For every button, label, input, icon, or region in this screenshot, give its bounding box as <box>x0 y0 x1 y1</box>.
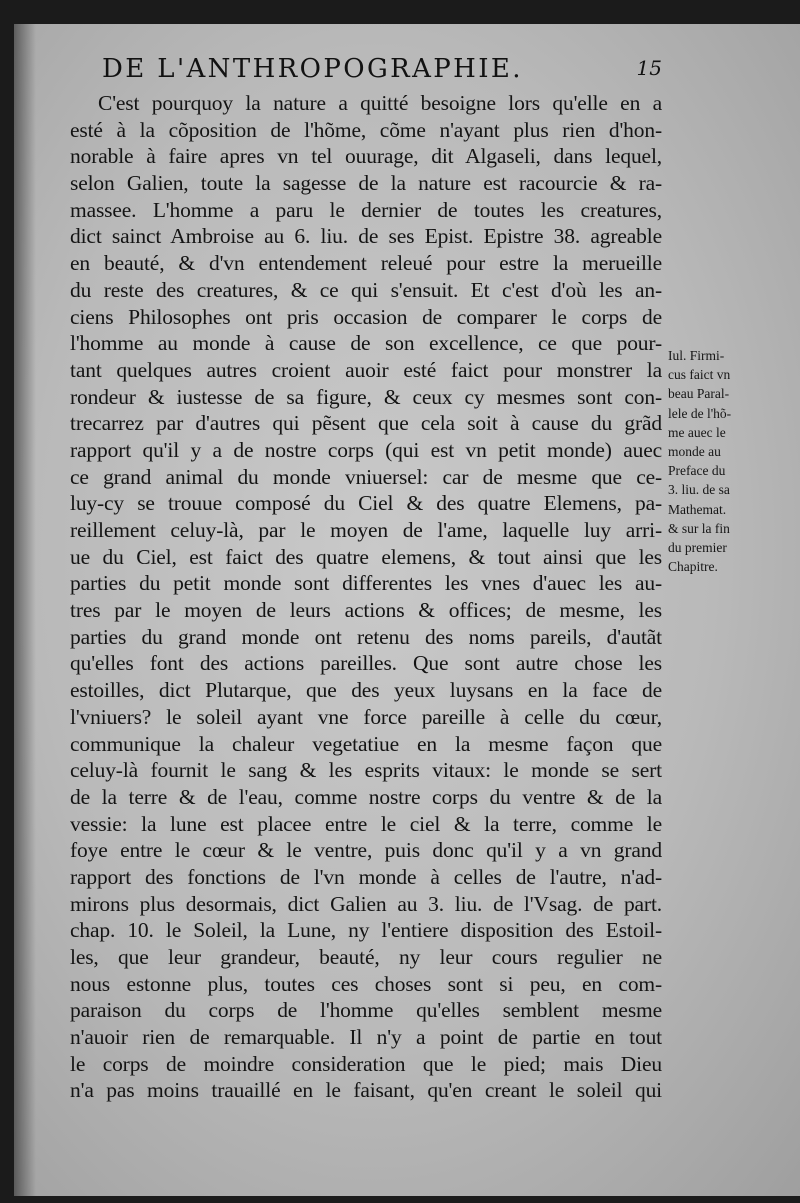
margin-note-line: Iul. Firmi- <box>668 348 725 363</box>
text-line: les, que leur grandeur, beauté, ny leur cours regulier ne <box>70 945 662 969</box>
text-line: massee. L'homme a paru le dernier de toutes les creatures, <box>70 197 662 222</box>
margin-note-line: monde au <box>668 443 721 459</box>
margin-note-line: beau Paral- <box>668 386 730 402</box>
text-line: ciens Philosophes ont pris occasion de comparer le corps de <box>70 304 662 329</box>
margin-note <box>668 346 794 576</box>
text-line: l'homme au monde à cause de son excellence, ce que pour- <box>70 331 662 356</box>
running-head: DE L'ANTHROPOGRAPHIE. <box>102 54 523 84</box>
text-line: rapport des fonctions de l'vn monde à celles de l'autre, n'ad- <box>70 864 662 889</box>
text-line: rapport qu'il y a de nostre corps (qui est vn petit monde) auec <box>70 437 662 462</box>
page-number: 15 <box>636 56 662 80</box>
margin-note-line: & sur la fin <box>668 520 730 536</box>
text-line: dict sainct Ambroise au 6. liu. de ses Epist. Epistre 38. agreable <box>70 224 662 249</box>
text-line: reillement celuy-là, par le moyen de l'ame, laquelle luy arri- <box>70 518 662 542</box>
text-line: esté à la cõposition de l'hõme, cõme n'ayant plus rien d'hon- <box>70 117 662 142</box>
text-line: chap. 10. le Soleil, la Lune, ny l'entiere disposition des Estoil- <box>70 918 662 943</box>
text-line: estoilles, dict Plutarque, que des yeux luysans en la face de <box>70 678 662 703</box>
text-line: le corps de moindre consideration que le pied; mais Dieu <box>70 1051 662 1076</box>
text-line: vessie: la lune est placee entre le ciel & la terre, comme le <box>70 811 662 836</box>
text-line: l'vniuers? le soleil ayant vne force pareille à celle du cœur, <box>70 704 662 729</box>
text-line: qu'elles font des actions pareilles. Que sont autre chose les <box>70 651 662 676</box>
text-line: communique la chaleur vegetatiue en la mesme façon que <box>70 731 662 756</box>
text-line: C'est pourquoy la nature a quitté besoigne lors qu'elle en a <box>98 91 662 115</box>
text-line: tant quelques autres croient auoir esté faict pour monstrer la <box>70 357 662 382</box>
margin-note-line: lele de l'hõ- <box>668 405 732 421</box>
text-line: rondeur & iustesse de sa figure, & ceux cy mesmes sont con- <box>70 384 662 409</box>
text-line: paraison du corps de l'homme qu'elles semblent mesme <box>70 998 662 1023</box>
margin-note-line: me auec le <box>668 424 726 440</box>
text-line: n'auoir rien de remarquable. Il n'y a point de partie en tout <box>70 1025 662 1050</box>
text-line: ce grand animal du monde vniuersel: car de mesme que ce- <box>70 464 662 489</box>
text-line: selon Galien, toute la sagesse de la nature est racourcie & ra- <box>70 171 662 196</box>
text-line: parties du petit monde sont differentes les vnes d'auec les au- <box>70 571 662 596</box>
text-line: parties du grand monde ont retenu des noms pareils, d'autãt <box>70 624 662 649</box>
margin-note-line: Mathemat. <box>668 501 727 517</box>
text-line: trecarrez par d'autres qui pẽsent que cela soit à cause du grãd <box>70 411 662 436</box>
text-line: de la terre & de l'eau, comme nostre corps du ventre & de la <box>70 784 662 809</box>
page-gutter-shadow <box>14 24 36 1196</box>
text-line: ue du Ciel, est faict des quatre elemens, & tout ainsi que les <box>70 544 662 569</box>
page-header <box>102 52 662 92</box>
text-line: tres par le moyen de leurs actions & offices; de mesme, les <box>70 598 662 623</box>
margin-note-line: 3. liu. de sa <box>668 482 730 498</box>
text-line: norable à faire apres vn tel ouurage, dit Algaseli, dans lequel, <box>70 144 662 169</box>
margin-note-line: Chapitre. <box>668 559 718 575</box>
text-line: du reste des creatures, & ce qui s'ensuit. Et c'est d'où les an- <box>70 277 662 302</box>
text-line: n'a pas moins trauaillé en le faisant, qu'en creant le soleil qui <box>70 1078 662 1103</box>
margin-note-line: du premier <box>668 539 727 555</box>
text-line: celuy-là fournit le sang & les esprits vitaux: le monde se sert <box>70 758 662 783</box>
margin-note-line: Preface du <box>668 463 726 479</box>
text-line: foye entre le cœur & le ventre, puis donc qu'il y a vn grand <box>70 838 662 863</box>
body-text <box>70 90 662 1104</box>
text-line: en beauté, & d'vn entendement releué pour estre la merueille <box>70 251 662 276</box>
margin-note-line: cus faict vn <box>668 367 731 383</box>
text-line: luy-cy se trouue composé du Ciel & des quatre Elemens, pa- <box>70 491 662 516</box>
text-line: mirons plus desormais, dict Galien au 3. liu. de l'Vsag. de part. <box>70 891 662 916</box>
text-line: nous estonne plus, toutes ces choses sont si peu, en com- <box>70 971 662 996</box>
